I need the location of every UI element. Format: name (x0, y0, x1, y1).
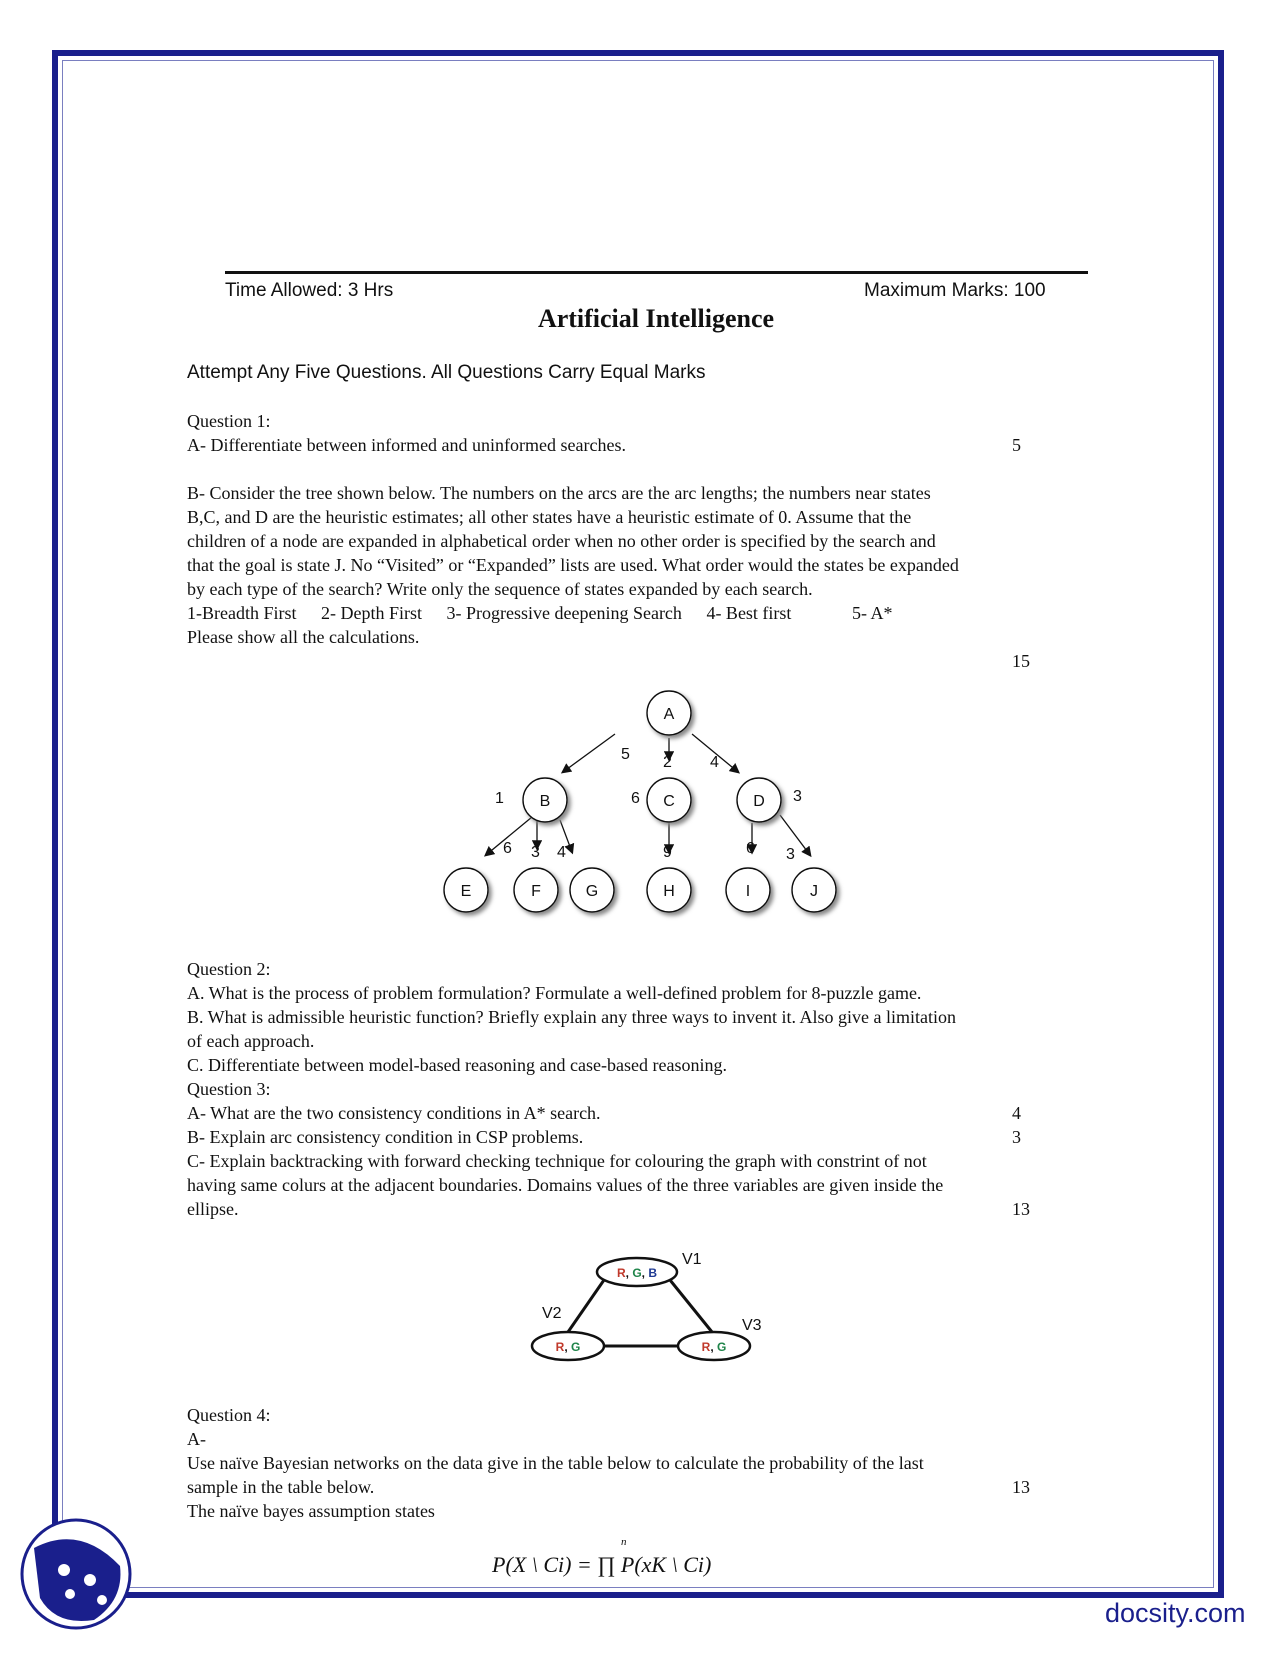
arc-label: 6 (746, 840, 755, 857)
question-4-assumption: The naïve bayes assumption states (187, 1501, 435, 1521)
question-1-b-line: B- Consider the tree shown below. The numbers on the arcs are the arc lengths; the numbers near states (187, 483, 931, 503)
variable-v1-domain: R, G, B (616, 1266, 658, 1280)
question-4-line: Use naïve Bayesian networks on the data give in the table below to calculate the probability of the last (187, 1453, 924, 1473)
page-title: Artificial Intelligence (537, 304, 775, 333)
question-1-b-line: that the goal is state J. No “Visited” or “Expanded” lists are used. What order would the states be expanded (187, 555, 959, 575)
arc-label: 4 (557, 844, 566, 861)
variable-v3-domain: R, G (701, 1340, 727, 1354)
question-3-b: B- Explain arc consistency condition in CSP problems. (187, 1127, 584, 1147)
domain-value: G (632, 1266, 642, 1280)
graph-edge (568, 1280, 604, 1332)
search-options (187, 601, 912, 625)
question-2-line: A. What is the process of problem formulation? Formulate a well-defined problem for 8-puzzle game. (187, 983, 922, 1003)
question-2-line: C. Differentiate between model-based reasoning and case-based reasoning. (187, 1055, 727, 1075)
question-3-c-marks: 13 (1012, 1199, 1030, 1219)
question-1-calc: Please show all the calculations. (187, 627, 420, 647)
search-option: 5- A* (851, 603, 893, 623)
question-2-line: of each approach. (187, 1031, 315, 1051)
tree-node-label: E (460, 883, 472, 900)
variable-v2-label: V2 (542, 1305, 562, 1322)
question-3-a-marks: 4 (1012, 1103, 1021, 1123)
tree-node-label: I (745, 883, 751, 900)
tree-edge (563, 734, 615, 772)
arc-label: 5 (621, 746, 630, 763)
search-option: 1-Breadth First (187, 603, 297, 623)
constraint-graph-diagram (530, 1250, 790, 1375)
tree-node-label: G (585, 883, 599, 900)
variable-v2-domain: R, G (555, 1340, 581, 1354)
question-3-b-marks: 3 (1012, 1127, 1021, 1147)
question-3-a: A- What are the two consistency conditions in A* search. (187, 1103, 601, 1123)
question-1-b-marks: 15 (1012, 651, 1030, 671)
domain-value: R (555, 1340, 565, 1354)
tree-node-label: B (539, 793, 551, 810)
question-1-b-line: by each type of the search? Write only the sequence of states expanded by each search. (187, 579, 813, 599)
question-4-heading: Question 4: (187, 1405, 271, 1425)
tree-edge (780, 815, 810, 855)
question-1-a-marks: 5 (1012, 435, 1021, 455)
tree-node-label: C (663, 793, 675, 810)
arc-label: 9 (663, 844, 672, 861)
time-allowed: Time Allowed: 3 Hrs (225, 280, 394, 301)
heuristic-label: 1 (495, 790, 504, 807)
tree-node-label: J (810, 883, 818, 900)
domain-value: B (648, 1266, 658, 1280)
arc-label: 3 (531, 844, 540, 861)
domain-value: R (616, 1266, 626, 1280)
heuristic-label: 6 (631, 790, 640, 807)
question-3-c-line: C- Explain backtracking with forward checking technique for colouring the graph with constrint of not (187, 1151, 927, 1171)
domain-value: G (571, 1340, 581, 1354)
graph-edge (670, 1280, 712, 1332)
question-1-b-line: B,C, and D are the heuristic estimates; all other states have a heuristic estimate of 0. Assume that the (187, 507, 912, 527)
question-2-line: B. What is admissible heuristic function? Briefly explain any three ways to invent it. Also give a limitation (187, 1007, 957, 1027)
question-4-a: A- (187, 1429, 206, 1449)
docsity-logo-icon (20, 1518, 132, 1630)
search-tree-diagram (420, 690, 860, 950)
arc-label: 3 (786, 846, 795, 863)
header-rule (225, 271, 1088, 274)
search-option: 3- Progressive deepening Search (446, 603, 682, 623)
question-1-a: A- Differentiate between informed and uninformed searches. (187, 435, 626, 455)
domain-value: G (717, 1340, 727, 1354)
heuristic-label: 3 (793, 788, 802, 805)
instructions: Attempt Any Five Questions. All Questions Carry Equal Marks (187, 362, 706, 383)
domain-value: R (701, 1340, 711, 1354)
naive-bayes-formula: P(X \ Ci) = ∏ P(xK \ Ci) (492, 1552, 712, 1577)
max-marks: Maximum Marks: 100 (864, 280, 1046, 301)
question-2-heading: Question 2: (187, 959, 271, 979)
question-1-b-line: children of a node are expanded in alphabetical order when no other order is specified by the search and (187, 531, 936, 551)
question-3-c-line: having same colurs at the adjacent boundaries. Domains values of the three variables are given inside the (187, 1175, 944, 1195)
question-3-c-line: ellipse. (187, 1199, 239, 1219)
formula-upper-limit: n (621, 1536, 627, 1548)
search-option: 4- Best first (706, 603, 792, 623)
arc-label: 2 (663, 754, 672, 771)
question-4-marks: 13 (1012, 1477, 1030, 1497)
arc-label: 4 (710, 754, 719, 771)
variable-v1-label: V1 (682, 1251, 702, 1268)
tree-node-label: H (663, 883, 675, 900)
question-4-line: sample in the table below. (187, 1477, 375, 1497)
arc-label: 6 (503, 840, 512, 857)
brand-name: docsity.com (1105, 1598, 1246, 1628)
tree-node-label: F (531, 883, 541, 900)
tree-node-label: D (753, 793, 765, 810)
search-option: 2- Depth First (321, 603, 422, 623)
variable-v3-label: V3 (742, 1317, 762, 1334)
tree-node-label: A (663, 706, 675, 723)
question-3-heading: Question 3: (187, 1079, 271, 1099)
question-1-heading: Question 1: (187, 411, 271, 431)
